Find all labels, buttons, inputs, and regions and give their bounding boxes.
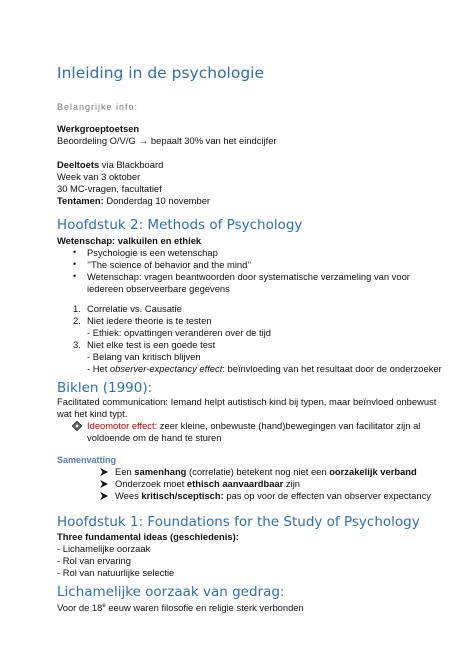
deeltoets-line-1: Week van 3 oktober — [57, 171, 141, 182]
bullet-dot-icon: • — [73, 247, 77, 257]
list-item: - Rol van ervaring — [57, 555, 131, 566]
section-heading-hoofdstuk-1: Hoofdstuk 1: Foundations for the Study of Psychology — [57, 514, 420, 530]
list-item-continuation: iedereen observeerbare gegevens — [87, 283, 230, 294]
werkgroep-line-before: Beoordeling O/V/G — [57, 135, 136, 146]
werkgroep-heading: Werkgroeptoetsen — [57, 123, 140, 134]
arrowhead-bullet-icon — [99, 479, 109, 489]
observer-prefix: - Het — [87, 363, 110, 374]
text-segment: Onderzoek moet — [115, 478, 187, 489]
samenvatting-item-2 — [115, 478, 300, 490]
text-segment: Wees — [115, 490, 142, 501]
list-subitem-observer — [87, 363, 442, 375]
observer-rest: : beïnvloeding van het resultaat door de onderzoeker — [222, 363, 442, 374]
tentamen-label: Tentamen: — [57, 195, 104, 206]
text-segment-bold: kritisch/sceptisch: — [141, 490, 224, 501]
page-title: Inleiding in de psychologie — [57, 64, 265, 82]
text-segment: (correlatie) betekent nog niet een — [186, 466, 330, 477]
arrowhead-bullet-icon — [99, 491, 109, 501]
list-item: Psychologie is een wetenschap — [87, 247, 218, 258]
text-segment: Voor de 18 — [57, 602, 103, 614]
arrowhead-bullet-icon — [99, 467, 109, 477]
bullet-dot-icon: • — [73, 271, 77, 281]
werkgroep-line — [57, 135, 277, 148]
bullet-dot-icon: • — [73, 259, 77, 269]
fundamental-ideas-subheading: Three fundamental ideas (geschiedenis): — [57, 531, 239, 542]
list-subitem: - Belang van kritisch blijven — [87, 351, 201, 362]
text-segment: eeuw waren filosofie en religie sterk verbonden — [105, 602, 304, 614]
deeltoets-heading-rest: via Blackboard — [99, 159, 164, 170]
section-heading-biklen: Biklen (1990): — [57, 380, 153, 396]
list-item: Correlatie vs. Causatie — [87, 303, 182, 314]
list-number: 2. — [73, 315, 81, 326]
ideomotor-line-2: voldoende om de hand te sturen — [87, 432, 222, 443]
text-segment-bold: oorzakelijk verband — [329, 466, 417, 477]
deeltoets-line-2: 30 MC-vragen, facultatief — [57, 183, 162, 194]
list-number: 3. — [73, 339, 81, 350]
biklen-line-2: wat het kind typt. — [57, 408, 128, 419]
list-item: - Rol van natuurlijke selectie — [57, 567, 175, 578]
text-segment: pas op voor de effecten van observer expectancy — [223, 490, 431, 501]
list-item: - Lichamelijke oorzaak — [57, 543, 151, 554]
text-segment: zijn — [283, 478, 300, 489]
biklen-line-1: Facilitated communication: Iemand helpt autistisch kind bij typen, maar beïnvloed onbewust — [57, 396, 437, 407]
tentamen-value: Donderdag 10 november — [103, 195, 211, 206]
ideomotor-rest: zeer kleine, onbewuste (hand)bewegingen van facilitator zijn al — [157, 420, 421, 431]
werkgroep-line-after: bepaalt 30% van het eindcijfer — [150, 135, 277, 146]
list-item: ’’The science of behavior and the mind’’ — [87, 259, 252, 270]
list-item: Wetenschap: vragen beantwoorden door systematische verzameling van voor — [87, 271, 410, 282]
list-subitem: - Ethiek: opvattingen veranderen over de tijd — [87, 327, 271, 338]
list-item: Niet iedere theorie is te testen — [87, 315, 212, 326]
observer-italic: observer-expectancy effect — [109, 363, 223, 374]
section-heading-hoofdstuk-2: Hoofdstuk 2: Methods of Psychology — [57, 217, 303, 233]
info-label: Belangrijke info: — [57, 102, 139, 112]
list-item: Niet elke test is een goede test — [87, 339, 216, 350]
samenvatting-heading: Samenvatting — [57, 455, 117, 465]
lichamelijke-line — [57, 600, 304, 614]
arrow-right-icon: → — [138, 136, 149, 147]
ideomotor-line — [87, 420, 420, 432]
text-segment-bold: samenhang — [134, 466, 187, 477]
text-segment: Een — [115, 466, 135, 477]
deeltoets-heading — [57, 159, 163, 171]
ideomotor-label: Ideomotor effect: — [87, 420, 158, 431]
tentamen-line — [57, 195, 210, 207]
deeltoets-heading-bold: Deeltoets — [57, 159, 100, 170]
samenvatting-item-1 — [115, 466, 417, 478]
list-number: 1. — [73, 303, 81, 314]
wetenschap-subheading: Wetenschap: valkuilen en ethiek — [57, 235, 202, 246]
text-segment-bold: ethisch aanvaardbaar — [186, 478, 284, 489]
samenvatting-item-3 — [115, 490, 431, 502]
section-heading-lichamelijke-oorzaak: Lichamelijke oorzaak van gedrag: — [57, 584, 285, 600]
diamond-bullet-icon — [72, 421, 82, 431]
superscript: e — [102, 603, 106, 609]
